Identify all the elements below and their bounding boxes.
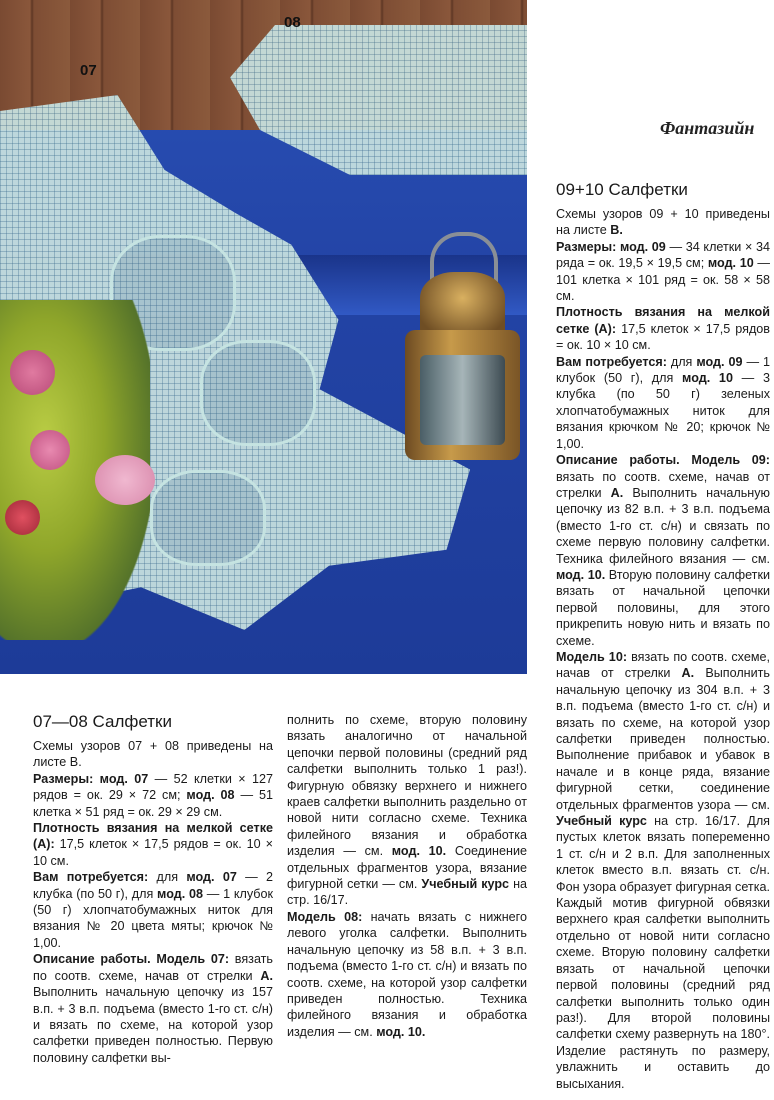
article-title: 09+10 Салфетки: [556, 180, 688, 199]
flower-icon: [5, 500, 40, 535]
article-paragraph: Размеры: мод. 07 — 52 клетки × 127 рядов = ок. 29 × 72 см; мод. 08 — 51 клетка × 51 ряд = ок. 29 × 29 см.: [33, 771, 273, 819]
desc-continued: полнить по схеме, вторую половину вязать аналогично от начальной цепочки первой половины (средний ряд салфетки выполнить только 1 раз!). Фигурную обвязку верхнего и нижнего краев салфетки выполнить раздельно от новой нити согласно схеме. Техника филейного вязания и обработка изделия — см.: [287, 713, 527, 859]
article-paragraph: Схемы узоров 09 + 10 приведены на листе В.: [556, 207, 770, 238]
desc-continued: Выполнить начальную цепочку из 157 в.п. + 3 в.п. подъема (вместо 1-го ст. с/н) и вязать по схеме, на которой узор салфетки приведен полностью. Первую половину салфетки вы-: [33, 985, 273, 1065]
article-07-08-col2: [287, 712, 527, 1040]
article-paragraph: Описание работы. Модель 07: вязать по соотв. схеме, начав от стрелки А. Выполнить начальную цепочку из 157 в.п. + 3 в.п. подъема (вместо 1-го ст. с/н) и вязать по схеме, на которой узор салфетки приведен полностью. Первую половину салфетки вы-: [33, 952, 273, 1065]
section-title: Фантазийн: [660, 118, 755, 138]
article-paragraph: Размеры: мод. 09 — 34 клетки × 34 ряда = ок. 19,5 × 19,5 см; мод. 10 — 101 клетка × 101 ряд = ок. 58 × 58 см.: [556, 239, 771, 304]
article-paragraph: полнить по схеме, вторую половину вязать аналогично от начальной цепочки первой половины (средний ряд салфетки выполнить только 1 раз!). Фигурную обвязку верхнего и нижнего краев салфетки выполнить раздельно от новой нити согласно схеме. Техника филейного вязания и обработка изделия — см. мод. 10. Соединение отдельных фрагментов узора, вязание фигурной сетки — см. Учебный курс на стр. 16/17.: [287, 713, 528, 908]
article-07-08-col1: [33, 712, 273, 1066]
photo-label-07: 07: [80, 62, 97, 79]
article-paragraph: Описание работы. Модель 09: вязать по соотв. схеме, начав от стрелки А. Выполнить начальную цепочку из 82 в.п. + 3 в.п. подъема (вместо 1-го ст. с/н) и связать по схеме первую половину салфетки. Техника филейного вязания — см. мод. 10. Вторую половину салфетки вязать от начальной цепочки первой половины, для этого прикрепить новую нить и вязать по схеме.: [556, 453, 770, 648]
flower-icon: [95, 455, 155, 505]
article-paragraph: Модель 08: начать вязать с нижнего левого уголка салфетки. Выполнить начальную цепочку из 58 в.п. + 3 в.п. подъема (вместо 1-го ст. с/н) и вязать по соотв. схеме, на которой узор салфетки приведен полностью. Техника филейного вязания и обработка изделия — см. мод. 10.: [287, 909, 527, 1039]
article-paragraph: Плотность вязания на мелкой сетке (А): 17,5 клеток × 17,5 рядов = ок. 10 × 10 см.: [33, 821, 273, 868]
doily-motif: [150, 470, 266, 566]
article-paragraph: Плотность вязания на мелкой сетке (А): 17,5 клеток × 17,5 рядов = ок. 10 × 10 см.: [556, 305, 771, 353]
doily-08: [230, 25, 527, 175]
article-paragraph: Модель 10: вязать по соотв. схеме, начав от стрелки А. Выполнить начальную цепочку из 304 в.п. + 3 в.п. подъема (вместо 1-го ст. с/н) и вязать по схеме, на которой узор салфетки приведен полностью. Выполнение прибавок и убавок в начале и в конце ряда, вязание фигурной сетки, соединение отдельных фрагментов узора — см. Учебный курс на стр. 16/17. Для пустых клеток вязать попеременно 1 ст. с/н и 2 в.п. Для заполненных клеток вместо в.п. вязать ст. с/н. Фон узора образует фигурная сетка. Каждый мотив фигурной обвязки верхнего края салфетки выполнить отдельно от новой нити согласно схеме. Вторую половину салфетки вязать от начальной цепочки первой половины (средний ряд салфетки выполнить только один раз!). Для второй половины салфетки схему развернуть на 180°. Изделие растянуть по размеру, увлажнить и оставить до высыхания.: [556, 649, 771, 1091]
doily-motif: [200, 340, 316, 446]
flower-icon: [10, 350, 55, 395]
lantern-glass: [420, 355, 505, 445]
article-paragraph: Схемы узоров 07 + 08 приведены на листе В.: [33, 739, 273, 770]
product-photo: [0, 0, 527, 674]
photo-label-08: 08: [284, 14, 301, 31]
lantern-top: [420, 272, 505, 337]
article-09-10: [556, 180, 770, 1092]
flower-icon: [30, 430, 70, 470]
article-paragraph: Вам потребуется: для мод. 09 — 1 клубок (50 г), для мод. 10 — 3 клубка (по 50 г) зеленых хлопчатобумажных ниток для вязания крючком № 20; крючок № 1,00.: [556, 354, 771, 451]
article-title: 07—08 Салфетки: [33, 712, 172, 731]
article-paragraph: Вам потребуется: для мод. 07 — 2 клубка (по 50 г), для мод. 08 — 1 клубок (50 г) хлопчатобумажных ниток для вязания № 20 цвета мяты; крючок № 1,00.: [33, 870, 274, 950]
